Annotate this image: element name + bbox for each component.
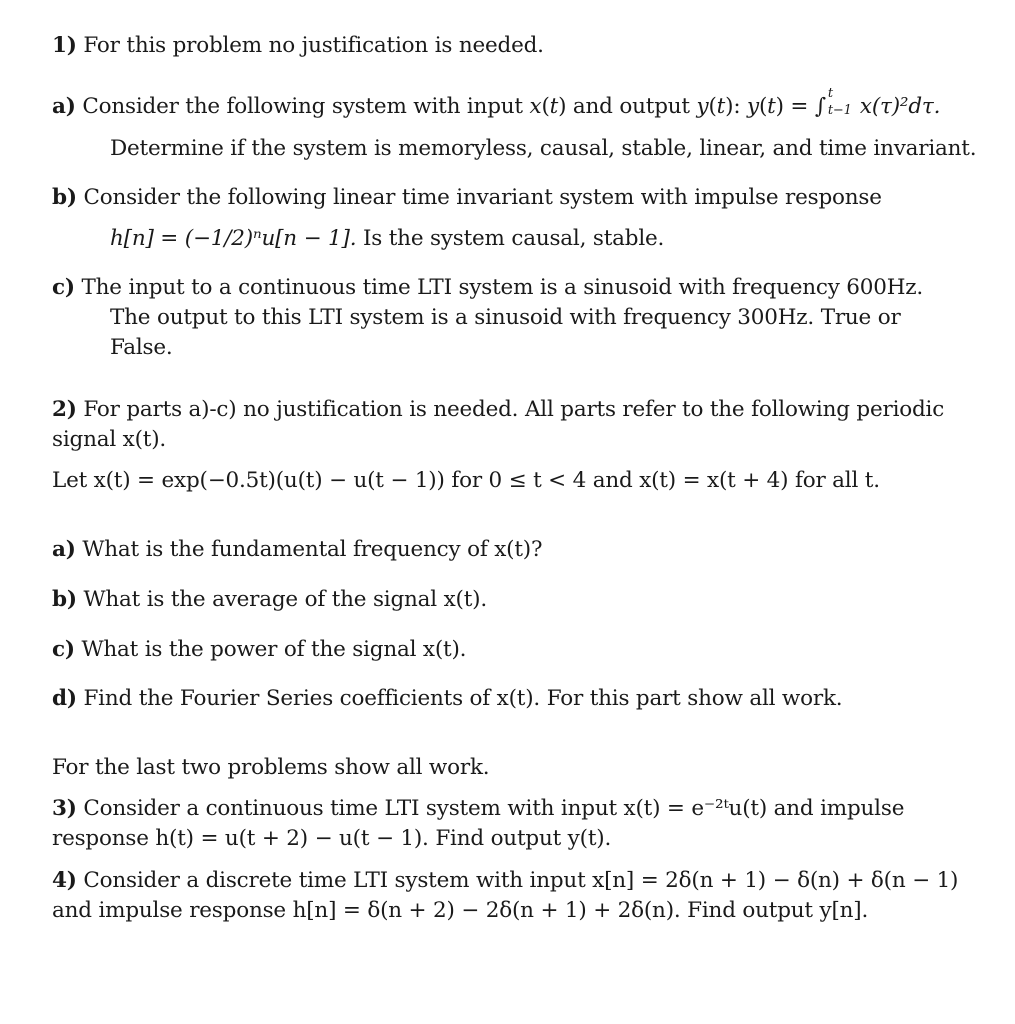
problem-2d-text: Find the Fourier Series coefficients of x(t). For this part show all work. [83,686,843,711]
problem-1c-line-2: The output to this LTI system is a sinusoid with frequency 300Hz. True or [110,305,901,330]
problem-1c-line-3: False. [110,335,173,360]
problem-1a-text: Consider the following system with input [82,94,523,119]
problem-2a-text: What is the fundamental frequency of x(t)? [82,537,543,562]
problem-1a-line-2: Determine if the system is memoryless, causal, stable, linear, and time invariant. [110,136,977,161]
problem-2b-label: b) [52,587,77,612]
problem-4-line-2: and impulse response h[n] = δ(n + 2) − 2δ(n + 1) + 2δ(n). Find output y[n]. [52,898,869,923]
problem-1-number: 1) [52,33,77,58]
problem-3-number: 3) [52,796,77,821]
integral-symbol: ∫ [814,94,826,119]
problem-1b-line-1 [52,187,882,209]
problem-4-line-1 [52,870,958,892]
problem-3-line-2: response h(t) = u(t + 2) − u(t − 1). Find output y(t). [52,826,612,851]
problem-2c [52,639,466,661]
problem-2-header [52,399,944,421]
last-problems-intro: For the last two problems show all work. [52,755,490,780]
problem-2-instruction: For parts a)-c) no justification is needed. All parts refer to the following periodic [83,397,945,422]
problem-2b-text: What is the average of the signal x(t). [83,587,487,612]
problem-3-text: Consider a continuous time LTI system with input x(t) = e⁻²ᵗu(t) and impulse [83,796,905,821]
problem-3-line-1 [52,798,904,820]
problem-1b-label: b) [52,185,77,210]
problem-1b-equation: h[n] = (−1/2)ⁿu[n − 1]. [110,226,357,251]
problem-4-number: 4) [52,868,77,893]
problem-2-number: 2) [52,397,77,422]
problem-2d [52,688,842,710]
problem-2b [52,589,487,611]
problem-1-instruction: For this problem no justification is needed. [83,33,544,58]
problem-2-header-line-2: signal x(t). [52,427,167,452]
problem-2c-text: What is the power of the signal x(t). [81,637,467,662]
problem-1c-line-1 [52,277,923,299]
problem-2a [52,539,542,561]
problem-1-header [52,35,544,57]
integral-limits: t t−1 [827,86,852,118]
problem-4-text: Consider a discrete time LTI system with input x[n] = 2δ(n + 1) − δ(n) + δ(n − 1) [83,868,959,893]
problem-1c-text: The input to a continuous time LTI system is a sinusoid with frequency 600Hz. [81,275,924,300]
problem-2c-label: c) [52,637,75,662]
problem-1a-and-output: and output [572,94,690,119]
problem-1a-line-1: a) Consider the following system with input x(t) and output y(t): y(t) = ∫ t t−1 x(τ)²dτ. [52,86,941,119]
problem-1b-question: Is the system causal, stable. [362,226,665,251]
problem-2d-label: d) [52,686,77,711]
problem-2a-label: a) [52,537,76,562]
problem-1c-label: c) [52,275,75,300]
problem-1b-text: Consider the following linear time invariant system with impulse response [83,185,882,210]
problem-1a-label: a) [52,94,76,119]
problem-1a-integrand: x(τ)²dτ. [859,94,941,119]
problem-2-signal-definition: Let x(t) = exp(−0.5t)(u(t) − u(t − 1)) for 0 ≤ t < 4 and x(t) = x(t + 4) for all t. [52,468,880,493]
problem-1b-line-2 [110,228,664,250]
